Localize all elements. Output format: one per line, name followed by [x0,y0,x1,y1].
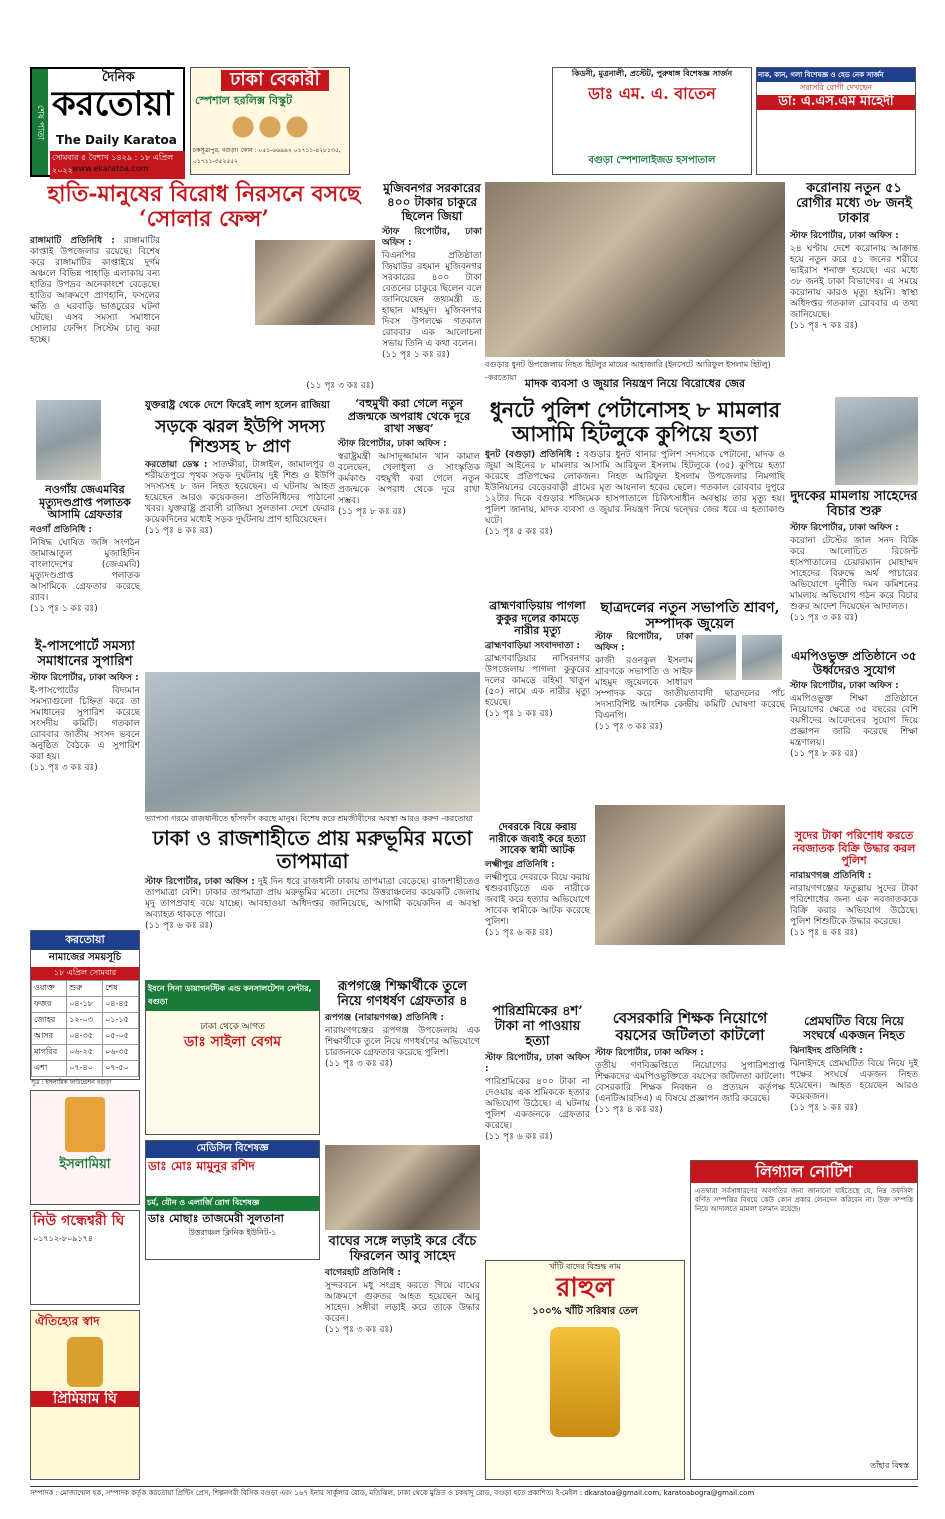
biscuit-icon [225,111,315,143]
kicker: মাদক ব্যবসা ও জুয়ার নিয়ন্ত্রণ নিয়ে বিরোধের জের [524,377,746,390]
article-elephant [30,182,378,392]
continued: (১১ পৃঃ ৩ কঃ রঃ) [325,1324,393,1335]
continued: (১১ পৃঃ ৮ কঃ রঃ) [338,506,406,517]
dateline: রাঙ্গামাটি প্রতিনিধি : [30,236,115,246]
table-row [32,997,139,1013]
headline: নওগাঁয় জেএমবির মৃত্যুদণ্ডপ্রাপ্ত পলাতক আসামি গ্রেফতার [39,483,131,522]
article-heat [145,827,480,977]
doc2-name: ডা: এ.এস.এম মাহেদী [757,95,915,110]
body-text: করোনা টেস্টের জাল সনদ বিক্রি করে আলোচিত রিজেন্ট হাসপাতালের চেয়ারম্যান মোহাম্মদ সাহেদের বিরুদ্ধে অর্থ পাচারের অভিযোগে দুর্নীতি দমন কমিশনের মামলায় অভিযোগ গঠন করে বিচার শুরুর আদেশ দিয়েছেন আদালত। [790,535,918,612]
continued: (১১ পৃঃ ৩ কঃ রঃ) [325,1058,393,1069]
prayer-note: সূত্র : ইসলামিক ফাউন্ডেশন বগুড়া [31,1079,112,1086]
prayer-title: নামাজের সময়সূচি [48,952,122,963]
prayer-brand: করতোয়া [31,931,139,950]
cell: ০৫-০৫ [103,1029,139,1045]
body-text: ঝিনাইদহে প্রেমঘটিত বিয়ে নিয়ে দুই পক্ষের সংঘর্ষে একজন নিহত হয়েছেন। আহত হয়েছেন আরও কয়েকজন। [790,1058,918,1102]
article-epassport [30,640,140,850]
dateline: স্টাফ রিপোর্টার, ঢাকা অফিস : [485,1052,590,1074]
body-text: নিষিদ্ধ ঘোষিত জঙ্গি সংগঠন জামাআতুল মুজাহিদিন বাংলাদেশের (জেএমবি) মৃত্যুদণ্ডপ্রাপ্ত পলাতক আসামিকে গ্রেফতার করেছে র‌্যাব। [30,537,140,603]
photo-sahed [835,397,918,485]
headline: রূপগঞ্জে শিক্ষার্থীকে তুলে নিয়ে গণধর্ষণ গ্রেফতার ৪ [337,979,468,1009]
table-row [32,1013,139,1029]
article-interest [790,830,918,1010]
headline: ই-পাসপোর্টে সমস্যা সমাধানের সুপারিশ [35,639,135,669]
photo-heatwave [145,672,480,812]
masthead-english: The Daily Karatoa [56,133,177,147]
prayer-times [30,930,140,1086]
rahul-top: খাঁটি বাদের বিশুদ্ধ নাম [549,1262,621,1271]
cell: ০৬-২৫ [67,1045,103,1061]
table-row [32,1045,139,1061]
continued: (১১ পৃঃ ১ কঃ রঃ) [485,708,553,719]
ghee1-phone: ০১৭১২-৮০৯১৭৪ [33,1234,94,1244]
medicine-ad [145,1140,320,1260]
hospital-ad [145,980,320,1135]
ibnsina-sub: ঢাকা থেকে আগত [200,1022,265,1032]
body-text: ব্রাহ্মণবাড়িয়ার নাসিরনগর উপজেলায় পাগলা কুকুরের দলের কামড়ে রহিমা খাতুন (৫০) নামে এক নারীর মৃত্যু হয়েছে। [485,653,590,708]
table-row [32,1029,139,1045]
continued: (১১ পৃঃ ৪ কঃ রঃ) [790,927,858,938]
headline: করোনায় নতুন ৫১ রোগীর মধ্যে ৩৮ জনই ঢাকার [796,181,912,226]
headline: সুদের টাকা পরিশোধ করতে নবজাতক বিক্রি উদ্ধার করল পুলিশ [792,829,916,868]
continued: (১১ পৃঃ ১ কঃ রঃ) [382,350,450,361]
headline: দুদকের মামলায় সাহেদের বিচার শুরু [790,489,918,519]
portrait-shrabon [742,635,782,680]
doc1-name: ডাঃ এম. এ. বাতেন [588,84,716,103]
website-link[interactable]: www.ekaratoa.com [72,164,149,173]
oil-bottle [550,1327,620,1437]
dateline: স্টাফ রিপোর্টার, ঢাকা অফিস : [790,230,899,241]
article-teacher [595,1010,785,1155]
header-cell: শেষ [103,981,139,997]
doc1-top: কিডনী, মুত্রনালী, প্রস্টেট, পুরুষাঙ্গ বিশেষজ্ঞ সার্জন [571,69,733,78]
continued: (১১ পৃঃ ৬ কঃ রঃ) [485,927,553,938]
article-dowry [485,822,590,1002]
headline: সড়কে ঝরল ইউপি সদস্য শিশুসহ ৮ প্রাণ [155,417,325,457]
rahul-oil-ad [485,1260,685,1480]
legal-notice [690,1160,918,1480]
body-text: ই-পাসপোর্টের বিদ্যমান সমস্যাগুলো চিহ্নিত করে তা সমাধানের সুপারিশ করেছে সংসদীয় কমিটি। গতকাল রোববার জাতীয় সংসদ ভবনে অনুষ্ঠিত বৈঠকে এ সুপারিশ করা হয়। [30,685,140,762]
cell: আসর [32,1029,67,1045]
headline: বেসরকারি শিক্ষক নিয়োগে বয়সের জটিলতা কাটলো [612,1009,768,1045]
headline: বাঘের সঙ্গে লড়াই করে বেঁচে ফিরলেন আবু সাহেদ [328,1234,477,1264]
ghee2-brand: ঐতিহ্যের স্বাদ [35,1314,100,1328]
dateline: নওগাঁ প্রতিনিধি : [30,524,92,535]
dateline: লক্ষ্মীপুর প্রতিনিধি : [485,859,555,870]
body-text: সুন্দরবনে মধু সংগ্রহ করতে গিয়ে বাঘের আক্রমণে গুরুতর আহত হয়েছেন আবু সাহেদ। সঙ্গীরা লড়াই করে তাকে উদ্ধার করেন। [325,1280,480,1324]
rahul-sub: ১০০% খাঁটি সরিষার তেল [532,1305,638,1317]
headline: ‘বহুমুখী করা গেলে নতুন প্রজন্মকে অপরাধ থেকে দূরে রাখা সম্ভব’ [347,397,471,436]
footer-rule [30,1486,918,1487]
body-text: রাঙ্গামাটির কাপ্তাই উপজেলার রয়েছে। বিশেষ করে রাঙ্গামাটির কাপ্তাইয়ে দুর্গম অঞ্চলে বিভিন্ন পাহাড়ি এলাকায় বন্য হাতির উপদ্রব অনেকাংশে বেড়েছে। হাতির আক্রমণে প্রাণহানি, ফসলের ক্ষতি ও ঘরবাড়ি ভাঙচুরের ঘটনা ঘটছে। এসব সমস্যা সমাধানে সোলার ফেন্সিং সিস্টেম চালু করা হচ্ছে। [30,236,160,345]
article-dhunot [485,375,785,597]
ghee1-title: নিউ গন্ধেশ্বরী ঘি [33,1213,125,1229]
skin-doc: ডাঃ মোছাঃ তাজমেরী সুলতানা [148,1211,284,1225]
continued: (১১ পৃঃ ৫ কঃ রঃ) [485,527,553,538]
ghee-jar [67,1337,103,1387]
doc2-sub: সরাসরি রোগী দেখছেন [799,83,873,92]
photo-elephant-damage [255,240,375,325]
body-text: সাতক্ষীরা, টাঙ্গাইল, জামালপুর ও শরীয়তপুরে পৃথক সড়ক দুর্ঘটনায় দুই শিশু ও ইউপি সদস্যসহ ৮ জন নিহত হয়েছেন। এ ঘটনায় আহত হয়েছেন আরও কয়েকজন। প্রতিনিধিদের পাঠানো খবর। [145,460,335,515]
masthead [30,67,185,177]
dateline: স্টাফ রিপোর্টার, ঢাকা অফিস : [145,877,255,887]
ghee-ad-1 [30,1210,140,1305]
med-title: মেডিসিন বিশেষজ্ঞ [146,1141,319,1158]
dateline: স্টাফ রিপোর্টার, ঢাকা অফিস : [595,632,693,654]
body-text: নারায়ণগঞ্জের ফতুল্লায় সুদের টাকা পরিশোধের জন্য এক নবজাতককে বিক্রি করার অভিযোগ উঠেছে। পুলিশ শিশুটিকে উদ্ধার করেছে। [790,883,918,927]
doctor-ad-1 [552,67,752,175]
continued: (১১ পৃঃ ৭ কঃ রঃ) [790,320,858,331]
continued: (১১ পৃঃ ৩ কঃ রঃ) [790,612,858,623]
body-text: কাজী রওনকুল ইসলাম শ্রাবণকে সভাপতি ও সাইফ মাহমুদ জুয়েলকে সাধারণ সম্পাদক করে জাতীয়তাবাদী ছাত্রদলের পাঁচ সদস্যবিশিষ্ট আংশিক কেন্দ্রীয় কমিটি ঘোষণা করেছে বিএনপি। [595,656,785,722]
cell: ০৪-৩৫ [67,1029,103,1045]
headline: মুজিবনগর সরকারের ৪০০ টাকার চাকুরে ছিলেন জিয়া [383,181,481,223]
article-dudok [790,490,918,640]
bakery-ad [190,67,350,175]
article-corona [790,182,918,392]
photo-tiger-victim [325,1145,480,1230]
islamia-ad [30,1090,140,1205]
header-cell: শুরু [67,981,103,997]
dateline: রূপগঞ্জ (নারায়ণগঞ্জ) প্রতিনিধি : [325,1012,444,1023]
article-rupganj [325,980,480,1140]
masthead-top: দৈনিক [102,70,135,85]
dateline: স্টাফ রিপোর্টার, ঢাকা অফিস : [595,1047,704,1058]
cell: ফজর [32,997,67,1013]
body-text: ২৪ ঘণ্টায় দেশে করোনায় আক্রান্ত হয়ে নতুন করে ৫১ জনের শরীরে ভাইরাস শনাক্ত হয়েছে। এর মধ্যে ৩৮ জনই ঢাকা বিভাগের। এ সময়ে করোনায় কারও মৃত্যু হয়নি। স্বাস্থ্য অধিদপ্তর গতকাল রোববার এ তথ্য জানিয়েছে। [790,243,918,320]
table-header [32,981,139,997]
photo-caption: বগুড়ার ধুনট উপজেলায় নিহত হিটলুর মায়ের আহাজারি (ইনসেটে আরিফুল ইসলাম হিটলু) -করতোয়া [485,360,771,382]
date-line: সোমবার ৫ বৈশাখ ১৪২৯ : ১৮ এপ্রিল ২০২২ [50,151,185,179]
sub-body: যুক্তরাষ্ট্র প্রবাসী রাজিয়া সুলতানা দেশে ফেরার কয়েকদিনের মধ্যেই সড়ক দুর্ঘটনায় প্রাণ হারিয়েছেন। [145,504,335,526]
cell: ০৭-৫০ [103,1061,139,1077]
cell: ১২-০৩ [67,1013,103,1029]
ghee-ad-2 [30,1310,140,1480]
cell: ০১-১৫ [103,1013,139,1029]
cell: ০৭-৪০ [67,1061,103,1077]
dateline: করতোয়া ডেস্ক : [145,460,208,471]
cell: ০৬-৩৫ [103,1045,139,1061]
article-mujib [382,182,482,392]
rahul-brand: রাহুল [556,1273,614,1303]
bakery-address: চকসূত্রাপুর, বগুড়া। ফোন : ০৫১-৬৬৯৯২ ০১৭১১-৪২৮১৩৫, ০১৭১১-৩৫২৫৫২ [193,147,341,166]
headline: হাতি-মানুষের বিরোধ নিরসনে বসছে ‘সোলার ফেন্স’ [47,181,361,233]
headline: ব্রাহ্মণবাড়িয়ায় পাগলা কুকুর দলের কামড়ে নারীর মৃত্যু [489,599,586,638]
masthead-title: করতোয়া [52,84,174,124]
prayer-table [31,980,139,1077]
prayer-date: ১৮ এপ্রিল সোমবার [31,967,139,980]
photo-hitlu-mother [485,182,785,357]
doctor-ad-2 [756,67,916,175]
dateline: ব্রাহ্মণবাড়িয়া সংবাদদাতা : [485,640,581,651]
legal-title: লিগ্যাল নোটিশ [691,1161,917,1183]
cell: মাগরিব [32,1045,67,1061]
headline: দেবরকে বিয়ে করায় নারীকে জবাই করে হত্যা সাবেক স্বামী আটক [489,822,586,856]
body-text: স্বরাষ্ট্রমন্ত্রী আসাদুজ্জামান খান কামাল বলেছেন, খেলাধুলা ও সাংস্কৃতিক কর্মকাণ্ড বহুমুখী করা গেলে নতুন প্রজন্মকে অপরাধ থেকে দূরে রাখা সম্ভব। [338,451,480,506]
footer-imprint: সম্পাদক : মোজাম্মেল হক, সম্পাদক কর্তৃক করতোয়া প্রিন্টিং প্রেস, শিল্পনগরী বিসিক বগুড়া এবং ১৬৭ ইনার সার্কুলার রোড, মতিঝিল, ঢাকা থেকে মুদ্রিত ও চকযাদু রোড, বগুড়া হতে প্রকাশিত। ই-মেইল : dkaratoa@gmail.com, karatoabogra@gmail.com [30,1489,755,1497]
table-row [32,1061,139,1077]
continued: (১১ পৃঃ ৮ কঃ রঃ) [790,748,858,759]
body-text: দুই দিন ধরে রাজধানী ঢাকায় তাপমাত্রা বেড়েছে। রাজশাহীতেও তাপমাত্রা বেশি। ঢাকার তাপমাত্রা প্রায় মরুভূমির মতো। দেশের উত্তরাঞ্চলের কয়েকটি জেলায় মৃদু তাপপ্রবাহ বয়ে যাচ্ছে। আবহাওয়া অধিদপ্তর জানিয়েছে, আগামী কয়েকদিন এ অবস্থা অব্যাহত থাকতে পারে। [145,877,480,920]
continued: (১১ পৃঃ ৪ কঃ রঃ) [595,1104,663,1115]
article-rabid-dog [485,600,590,795]
dateline: স্টাফ রিপোর্টার, ঢাকা অফিস : [30,672,139,683]
headline: এমপিওভুক্ত প্রতিষ্ঠানে ৩৫ উর্ধ্বদেরও সুযোগ [791,649,917,677]
dateline: ধুনট (বগুড়া) প্রতিনিধি : [485,450,580,461]
headline: পারিশ্রমিকের ৪শ’ টাকা না পাওয়ায় হত্যা [492,1004,583,1049]
body-text: লক্ষ্মীপুরে দেবরকে বিয়ে করায় শ্বশুরবাড়িতে এক নারীকে জবাই করে হত্যার অভিযোগে সাবেক স্বামীকে আটক করেছে পুলিশ। [485,872,590,927]
subhead: যুক্তরাষ্ট্র থেকে দেশে ফিরেই লাশ হলেন রাজিয়া [145,400,330,411]
photo2-caption: ভ্যাপসা গরমে রাজধানীতে হাঁসফাঁস করছে মানুষ। বিশেষ করে শ্রমজীবীদের অবস্থা আরও করুণ -করতোয়া [145,814,473,823]
cell: জোহর [32,1013,67,1029]
dateline: স্টাফ রিপোর্টার, ঢাকা অফিস : [790,522,899,533]
skin-title: চর্ম, যৌন ও এলার্জি রোগ বিশেষজ্ঞ [146,1196,319,1211]
ibnsina-doc: ডাঃ সাইলা বেগম [183,1034,282,1050]
body-text: বগুড়ার ধুনট থানার পুলিশ সদস্যকে পেটানো, মাদক ও জুয়া আইনের ৮ মামলার আসামি আরিফুল ইসলাম হিটলুকে (৩৫) কুপিয়ে হত্যা করেছে প্রতিপক্ষের লোকজন। নিহত আরিফুল ইসলাম উপজেলার নিমগাছি ইউনিয়নের বেড়েরবাড়ী গ্রামের মৃত আয়নাল হকের ছেলে। গতকাল রোববার দুপুরে ১২টার দিকে বগুড়ার শজিমেক হাসপাতালে চিকিৎসাধীন অবস্থায় তার মৃত্যু হয়। পুলিশ জানায়, মাদক ব্যবসা ও জুয়ার নিয়ন্ত্রণ নিয়ে দ্বন্দ্বের জের ধরে এ হত্যাকাণ্ড ঘটে। [485,450,785,527]
dateline: স্টাফ রিপোর্টার, ঢাকা অফিস : [382,227,482,249]
headline: ছাত্রদলের নতুন সভাপতি শ্রাবণ, সম্পাদক জুয়েল [600,600,780,633]
cell: এশা [32,1061,67,1077]
article-road [145,398,335,668]
side-label: শেষ পাতা [32,69,48,175]
product-name: ইসলামিয়া [59,1157,111,1172]
continued: (১১ পৃঃ ৪ কঃ রঃ) [145,526,213,537]
article-love [790,1015,918,1155]
dateline: বাগেরহাট প্রতিনিধি : [325,1267,401,1278]
body-text: বিএনপির প্রতিষ্ঠাতা জিয়াউর রহমান মুজিবনগর সরকারের ৪০০ টাকা বেতনের চাকুরে ছিলেন বলে জানিয়েছেন তথ্যমন্ত্রী ড. হাছান মাহমুদ। মুজিবনগর দিবস উপলক্ষে গতকাল রোববার এক আলোচনা সভায় তিনি এ কথা বলেন। [382,251,482,350]
headline: ধুনটে পুলিশ পেটানোসহ ৮ মামলার আসামি হিটলুকে কুপিয়ে হত্যা [489,397,781,447]
continued: (১১ পৃঃ ৩ কঃ রঃ) [30,762,98,773]
article-tiger [325,1235,480,1480]
body-text: পারিশ্রমিকের ৪০০ টাকা না দেওয়ায় এক শ্রমিককে হত্যার অভিযোগ উঠেছে। এ ঘটনায় পুলিশ একজনকে গ্রেফতার করেছে। [485,1076,590,1131]
doc2-top: নাক, কান, গলা বিশেষজ্ঞ ও হেড নেক সার্জন [757,68,915,82]
article-chhatradal [595,600,785,795]
dateline: স্টাফ রিপোর্টার, ঢাকা অফিস : [338,438,447,449]
dateline: স্টাফ রিপোর্টার, ঢাকা অফিস : [790,680,899,691]
headline: ঢাকা ও রাজশাহীতে প্রায় মরুভূমির মতো তাপমাত্রা [152,826,473,873]
cell: ০৪-৪৫ [103,997,139,1013]
clinic-name: উত্তরাঞ্চল ক্লিনিক ইউনিট-১ [188,1228,277,1238]
med-doc: ডাঃ মোঃ মামুনুর রশিদ [148,1159,255,1173]
continued: (১১ পৃঃ ৬ কঃ রঃ) [145,921,213,931]
article-bahumukhi [338,398,480,668]
ghee2-title: প্রিমিয়াম ঘি [31,1391,139,1407]
portrait-juel [696,635,736,680]
header-cell: ওয়াক্ত [32,981,67,997]
continued: (১১ পৃঃ ১ কঃ রঃ) [30,603,98,614]
legal-body: এতদ্বারা সর্বসাধারণের অবগতির জন্য জানানো যাইতেছে যে, নিম্ন তফসিল বর্ণিত সম্পত্তির বিষয়ে কেউ কোন প্রকার লেনদেন করিবেন না। উক্ত সম্পত্তি নিয়ে আদালতে মামলা চলমান রয়েছে। [695,1187,913,1214]
continued: (১১ পৃঃ ১ কঃ রঃ) [790,1102,858,1113]
doc1-hospital: বগুড়া স্পেশালাইজড হসপাতাল [588,155,716,166]
product-image [65,1097,105,1152]
photo-newborn-rescue [595,805,785,945]
dateline: ঝিনাইদহ প্রতিনিধি : [790,1045,863,1056]
article-wages [485,1005,590,1255]
bakery-title: ঢাকা বেকারী [221,70,329,91]
dateline: নারায়ণগঞ্জ প্রতিনিধি : [790,870,872,881]
photo-arrested [36,400,101,480]
headline: প্রেমঘটিত বিয়ে নিয়ে সংঘর্ষে একজন নিহত [803,1014,905,1042]
continued: (১১ পৃঃ ৬ কঃ রঃ) [485,1131,553,1142]
continued: (১১ পৃঃ ৩ কঃ রঃ) [306,381,374,391]
article-mpo [790,650,918,820]
continued: (১১ পৃঃ ৩ কঃ রঃ) [595,722,663,733]
legal-signer: তাঁহার বিশ্বস্ত [870,1461,909,1470]
body-text: এমপিওভুক্ত শিক্ষা প্রতিষ্ঠানে নিয়োগের ক্ষেত্রে ৩৫ বছরের বেশি বয়সীদের আবেদনের সুযোগ দিয়ে প্রজ্ঞাপন জারি করেছে শিক্ষা মন্ত্রণালয়। [790,693,918,748]
bakery-sub: স্পেশাল হরলিক্স বিস্কুট [195,93,293,107]
cell: ০৪-১৮ [67,997,103,1013]
hospital-title: ইবনে সিনা ডায়াগনস্টিক এন্ড কনসালটেশন সেন্টার, বগুড়া [146,981,319,1011]
body-text: নারায়ণগঞ্জের রূপগঞ্জ উপজেলায় এক শিক্ষার্থীকে তুলে নিয়ে গণধর্ষণের অভিযোগে চারজনকে গ্রেফতার করেছে পুলিশ। [325,1025,480,1058]
article-jmb [30,484,140,629]
body-text: তৃতীয় গণবিজ্ঞপ্তিতে নিয়োগের সুপারিশপ্রাপ্ত শিক্ষকদের এমপিওভুক্তিতে বয়সের জটিলতা কাটলো। বেসরকারি শিক্ষক নিবন্ধন ও প্রত্যয়ন কর্তৃপক্ষ (এনটিআরসিএ) এ বিষয়ে প্রজ্ঞাপন জারি করেছে। [595,1060,785,1104]
